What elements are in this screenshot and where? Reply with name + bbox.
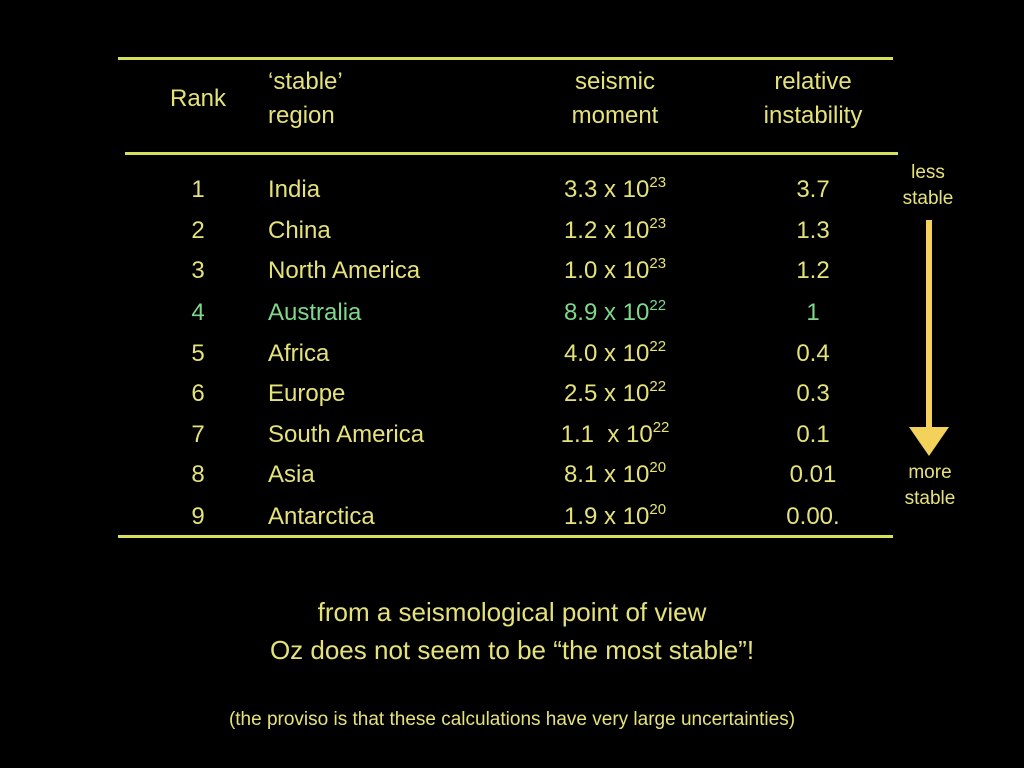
moment-mantissa: 1.9 x 10 [563, 503, 650, 530]
moment-mantissa: 1.1 x 10 [560, 421, 653, 448]
row-instability: 1.2 [796, 257, 830, 284]
header-instability-line2: instability [763, 102, 863, 129]
row-region: Australia [268, 299, 362, 326]
row-rank: 7 [191, 421, 205, 448]
row-instability: 0.01 [789, 461, 837, 488]
row-instability: 0.00. [786, 503, 840, 530]
moment-exponent: 22 [652, 419, 670, 436]
row-region: North America [268, 257, 421, 284]
less-stable-label: less stable [902, 162, 954, 209]
row-seismic-moment [561, 421, 670, 449]
row-instability: 1.3 [796, 217, 830, 244]
moment-exponent: 23 [649, 255, 667, 272]
row-region: China [268, 217, 331, 244]
row-rank: 2 [191, 217, 205, 244]
more-stable-label: more stable [904, 462, 956, 509]
table-top-rule [118, 57, 893, 60]
stability-arrow-icon [904, 218, 954, 458]
header-instability-line1: relative [774, 68, 852, 95]
conclusion-line-2: Oz does not seem to be “the most stable”! [269, 635, 755, 665]
moment-exponent: 22 [649, 338, 667, 355]
row-region: Antarctica [268, 503, 375, 530]
row-seismic-moment [564, 380, 666, 408]
row-region: South America [268, 421, 425, 448]
row-instability: 0.3 [796, 380, 830, 407]
moment-exponent: 22 [649, 378, 667, 395]
moment-mantissa: 4.0 x 10 [563, 340, 650, 367]
moment-mantissa: 1.2 x 10 [563, 217, 650, 244]
row-rank: 6 [191, 380, 205, 407]
row-seismic-moment [564, 461, 666, 489]
row-seismic-moment [564, 299, 666, 327]
row-rank: 4 [191, 299, 205, 326]
header-region [268, 65, 343, 133]
row-rank: 9 [191, 503, 205, 530]
row-region: Africa [268, 340, 330, 367]
row-instability: 1 [806, 299, 820, 326]
row-instability: 0.4 [796, 340, 830, 367]
row-region: Europe [268, 380, 346, 407]
row-rank: 1 [191, 176, 205, 203]
moment-mantissa: 2.5 x 10 [563, 380, 650, 407]
header-relative-instability [764, 65, 863, 133]
header-region-line1: ‘stable’ [268, 68, 343, 95]
row-seismic-moment [564, 257, 666, 285]
row-rank: 3 [191, 257, 205, 284]
header-rank: Rank [169, 85, 227, 112]
moment-exponent: 23 [649, 215, 667, 232]
moment-mantissa: 3.3 x 10 [563, 176, 650, 203]
moment-exponent: 22 [649, 297, 667, 314]
moment-mantissa: 8.9 x 10 [563, 299, 650, 326]
table-bottom-rule [118, 535, 893, 538]
row-seismic-moment [564, 217, 666, 245]
header-region-line2: region [268, 102, 335, 129]
header-moment-line2: moment [571, 102, 659, 129]
conclusion-line-1: from a seismological point of view [317, 597, 707, 627]
header-seismic-moment [572, 65, 659, 133]
header-moment-line1: seismic [574, 68, 656, 95]
row-seismic-moment [564, 340, 666, 368]
row-region: Asia [268, 461, 315, 488]
moment-exponent: 23 [649, 174, 667, 191]
row-rank: 8 [191, 461, 205, 488]
row-rank: 5 [191, 340, 205, 367]
moment-mantissa: 8.1 x 10 [563, 461, 650, 488]
row-seismic-moment [564, 503, 666, 531]
header-bottom-rule [125, 152, 898, 155]
row-instability: 3.7 [796, 176, 830, 203]
row-instability: 0.1 [796, 421, 830, 448]
row-region: India [268, 176, 321, 203]
moment-exponent: 20 [649, 459, 667, 476]
proviso-note: (the proviso is that these calculations have very large uncertainties) [228, 709, 796, 730]
moment-exponent: 20 [649, 501, 667, 518]
row-seismic-moment [564, 176, 666, 204]
moment-mantissa: 1.0 x 10 [563, 257, 650, 284]
